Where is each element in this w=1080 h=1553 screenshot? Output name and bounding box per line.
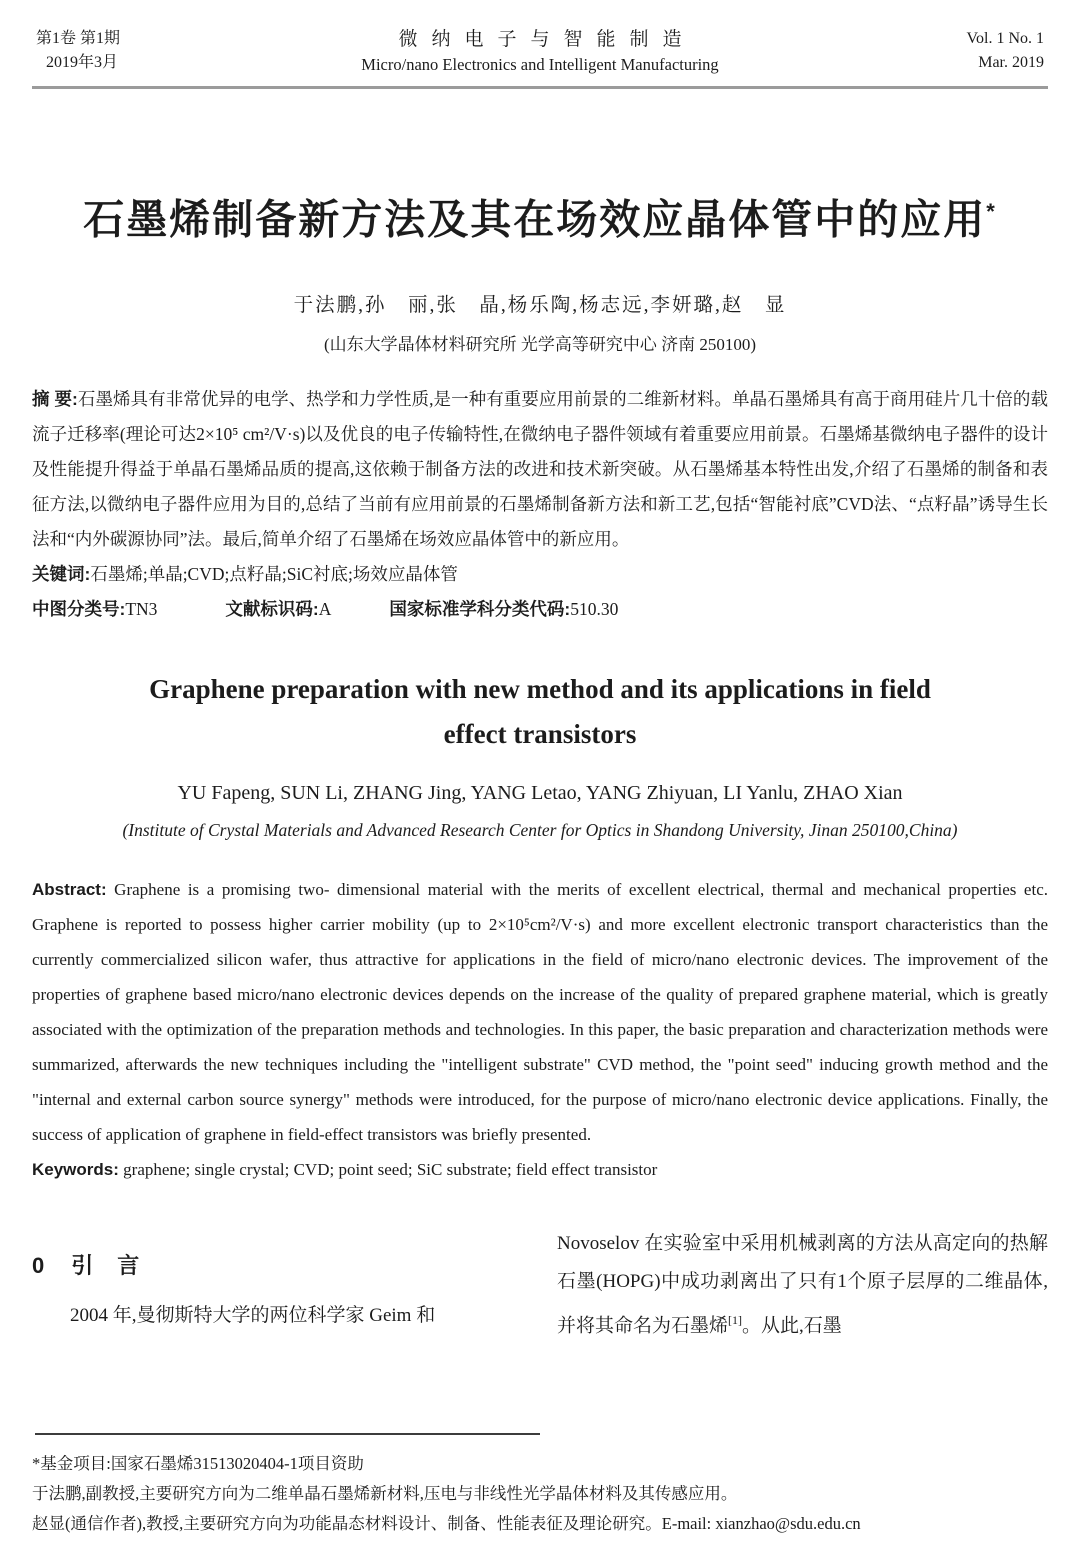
footnote-divider	[35, 1433, 540, 1435]
header-issue-info	[32, 27, 222, 75]
subject-code-value: 510.30	[570, 598, 619, 619]
keywords-text-cn: 石墨烯;单晶;CVD;点籽晶;SiC衬底;场效应晶体管	[90, 563, 458, 584]
keywords-text-en: graphene; single crystal; CVD; point seed; SiC substrate; field effect transistor	[118, 1159, 658, 1179]
intro-column-left	[32, 1225, 523, 1345]
intro-column-right	[557, 1225, 1048, 1345]
subject-code	[389, 592, 618, 627]
keywords-cn	[32, 557, 1048, 592]
intro-right-text-end: 。从此,石墨	[742, 1314, 842, 1336]
footnote	[32, 1433, 1048, 1539]
issue-date-en: Mar. 2019	[978, 54, 1044, 71]
keywords-label-cn: 关键词:	[32, 563, 91, 584]
abstract-text-cn: 石墨烯具有非常优异的电学、热学和力学性质,是一种有重要应用前景的二维新材料。单晶石墨烯具有高于商用硅片几十倍的载流子迁移率(理论可达2×10⁵ cm²/V·s)以及优良的电子传输特性,在微纳电子器件领域有着重要应用前景。石墨烯基微纳电子器件的设计及性能提升得益于单晶石墨烯品质的提高,这依赖于制备方法的改进和技术新突破。从石墨烯基本特性出发,介绍了石墨烯的制备和表征方法,以微纳电子器件应用为目的,总结了当前有应用前景的石墨烯制备新方法和新工艺,包括“智能衬底”CVD法、“点籽晶”诱导生长法和“内外碳源协同”法。最后,简单介绍了石墨烯在场效应晶体管中的新应用。	[32, 388, 1048, 549]
intro-paragraph-right	[557, 1225, 1048, 1345]
authors-cn: 于法鹏,孙 丽,张 晶,杨乐陶,杨志远,李妍璐,赵 显	[293, 294, 787, 316]
citation-marker: [1]	[728, 1312, 743, 1327]
journal-header	[32, 0, 1048, 77]
journal-title-cn: 微纳电子与智能制造	[398, 29, 696, 50]
section-number: 0	[32, 1252, 46, 1278]
section-heading	[32, 1249, 523, 1280]
paper-title-en: Graphene preparation with new method and its applications in field effect transistors	[149, 673, 931, 749]
clc-number	[32, 592, 157, 627]
volume-number-en: Vol. 1 No. 1	[966, 30, 1044, 47]
issue-number-cn: 第1卷 第1期	[36, 30, 121, 47]
paper-title-cn	[32, 187, 1048, 245]
abstract-label-cn: 摘 要:	[32, 388, 78, 409]
keywords-label-en: Keywords:	[32, 1159, 119, 1179]
intro-right-text: Novoselov 在实验室中采用机械剥离的方法从高定向的热解石墨(HOPG)中成功剥离出了只有1个原子层厚的二维晶体,并将其命名为石墨烯	[557, 1232, 1048, 1336]
header-volume-info	[858, 27, 1048, 75]
intro-section	[32, 1225, 1048, 1345]
document-code-value: A	[318, 598, 332, 619]
affiliation-en: (Institute of Crystal Materials and Advanced Research Center for Optics in Shandong University, Jinan 250100,China)	[122, 819, 958, 840]
clc-label: 中图分类号:	[32, 598, 126, 619]
abstract-cn	[32, 382, 1048, 557]
journal-title-en: Micro/nano Electronics and Intelligent Manufacturing	[361, 55, 719, 74]
keywords-en	[32, 1152, 1048, 1187]
abstract-en	[32, 872, 1048, 1152]
document-code	[225, 592, 331, 627]
footnote-funding-line: *基金项目:国家石墨烯31513020404-1项目资助	[32, 1454, 364, 1473]
subject-code-label: 国家标准学科分类代码:	[389, 598, 571, 619]
authors-en: YU Fapeng, SUN Li, ZHANG Jing, YANG Letao, YANG Zhiyuan, LI Yanlu, ZHAO Xian	[177, 781, 903, 804]
classification-row	[32, 592, 1048, 627]
footnote-author-bio-line: 于法鹏,副教授,主要研究方向为二维单晶石墨烯新材料,压电与非线性光学晶体材料及其传感应用。	[32, 1484, 738, 1503]
issue-date-cn: 2019年3月	[46, 54, 119, 71]
affiliation-cn: (山东大学晶体材料研究所 光学高等研究中心 济南 250100)	[323, 334, 757, 354]
journal-title-block	[222, 27, 858, 77]
clc-value: TN3	[125, 598, 158, 619]
paper-title-cn-text: 石墨烯制备新方法及其在场效应晶体管中的应用	[83, 196, 987, 243]
document-code-label: 文献标识码:	[225, 598, 319, 619]
section-title: 引 言	[71, 1252, 141, 1278]
header-divider	[32, 86, 1048, 89]
intro-paragraph-left: 2004 年,曼彻斯特大学的两位科学家 Geim 和	[70, 1304, 436, 1326]
abstract-text-en: Graphene is a promising two- dimensional material with the merits of excellent electrical, thermal and mechanical properties etc. Graphene is reported to possess higher carrier mobility (up to 2×10⁵cm²/V·s) and more excellent electronic transport characteristics than the currently commercialized silicon wafer, thus attractive for applications in the field of micro/nano electronic devices. The improvement of the properties of graphene based micro/nano electronic devices depends on the increase of the quality of prepared graphene material, which is greatly associated with the optimization of the preparation methods and technologies. In this paper, the basic preparation and characterization methods were summarized, afterwards the new techniques including the "intelligent substrate" CVD method, the "point seed" inducing growth method and the "internal and external carbon source synergy" methods were introduced, for the purpose of micro/nano electronic device applications. Finally, the success of application of graphene in field-effect transistors was briefly presented.	[32, 879, 1048, 1144]
footnote-corresponding-author-line: 赵显(通信作者),教授,主要研究方向为功能晶态材料设计、制备、性能表征及理论研究。E-mail: xianzhao@sdu.edu.cn	[32, 1514, 861, 1533]
title-footnote-marker: *	[986, 199, 997, 224]
abstract-label-en: Abstract:	[32, 879, 107, 899]
